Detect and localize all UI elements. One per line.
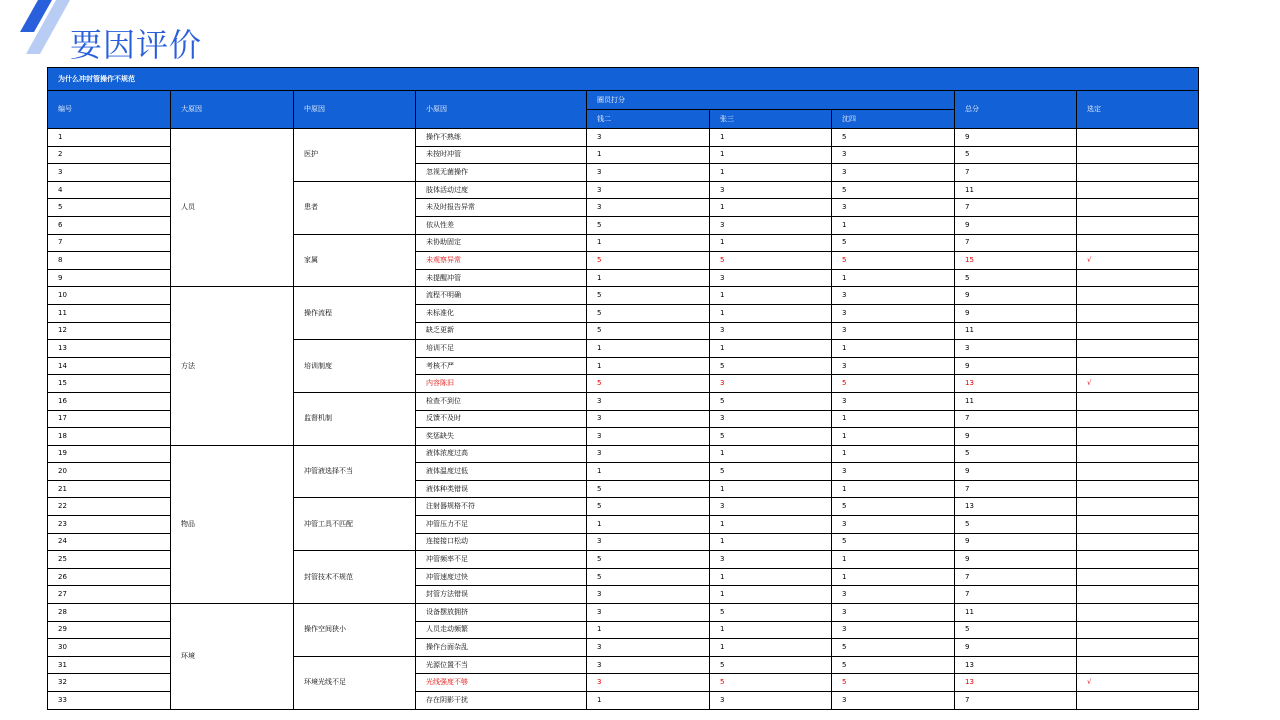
header-big-cause: 大原因	[171, 91, 294, 129]
cell-score-member-1: 5	[587, 252, 710, 270]
cell-total: 13	[955, 498, 1077, 516]
cell-score-member-3: 1	[832, 428, 955, 446]
cell-small-cause: 光源位置不当	[416, 656, 587, 674]
cell-score-member-2: 1	[710, 199, 832, 217]
table-row	[48, 445, 1199, 463]
cell-score-member-2: 1	[710, 164, 832, 182]
header-small-cause: 小原因	[416, 91, 587, 129]
cell-score-member-1: 5	[587, 568, 710, 586]
cell-mid-cause: 患者	[294, 181, 416, 234]
cell-score-member-2: 3	[710, 216, 832, 234]
cell-small-cause: 未标准化	[416, 304, 587, 322]
cell-score-member-3: 3	[832, 287, 955, 305]
cell-total: 5	[955, 445, 1077, 463]
cell-select	[1077, 164, 1199, 182]
cell-score-member-3: 3	[832, 621, 955, 639]
cell-total: 9	[955, 551, 1077, 569]
cell-small-cause: 奖惩缺失	[416, 428, 587, 446]
cell-small-cause: 冲管速度过快	[416, 568, 587, 586]
cell-big-cause: 人员	[171, 129, 294, 287]
cell-select	[1077, 656, 1199, 674]
cell-score-member-1: 1	[587, 269, 710, 287]
cell-small-cause: 冲管频率不足	[416, 551, 587, 569]
cell-score-member-2: 3	[710, 322, 832, 340]
cell-score-member-2: 5	[710, 463, 832, 481]
cell-score-member-2: 1	[710, 340, 832, 358]
cell-total: 5	[955, 146, 1077, 164]
cell-select: √	[1077, 674, 1199, 692]
cell-score-member-3: 3	[832, 304, 955, 322]
cell-no: 27	[48, 586, 171, 604]
cell-select	[1077, 621, 1199, 639]
cell-small-cause: 未按时冲管	[416, 146, 587, 164]
cell-score-member-1: 1	[587, 234, 710, 252]
cell-no: 15	[48, 375, 171, 393]
cell-small-cause: 反馈不及时	[416, 410, 587, 428]
cell-select	[1077, 604, 1199, 622]
cell-select	[1077, 304, 1199, 322]
cell-select	[1077, 322, 1199, 340]
cell-score-member-1: 3	[587, 129, 710, 147]
cell-small-cause: 设备摆放拥挤	[416, 604, 587, 622]
header-member-score: 圈员打分	[587, 91, 955, 110]
cell-score-member-3: 3	[832, 357, 955, 375]
cell-score-member-3: 3	[832, 586, 955, 604]
cell-select	[1077, 129, 1199, 147]
cell-score-member-2: 5	[710, 604, 832, 622]
cell-score-member-2: 1	[710, 234, 832, 252]
cell-small-cause: 液体种类错误	[416, 480, 587, 498]
cell-mid-cause: 封管技术不规范	[294, 551, 416, 604]
cell-score-member-1: 3	[587, 164, 710, 182]
cell-score-member-2: 5	[710, 428, 832, 446]
cell-score-member-2: 1	[710, 621, 832, 639]
cell-total: 7	[955, 568, 1077, 586]
cell-score-member-2: 1	[710, 639, 832, 657]
cell-select	[1077, 586, 1199, 604]
table-body	[48, 129, 1199, 710]
cell-small-cause: 内容陈旧	[416, 375, 587, 393]
cell-total: 5	[955, 516, 1077, 534]
cell-select	[1077, 340, 1199, 358]
cell-no: 8	[48, 252, 171, 270]
header-member-2: 张三	[710, 110, 832, 129]
cell-total: 9	[955, 216, 1077, 234]
cell-select: √	[1077, 375, 1199, 393]
cell-no: 1	[48, 129, 171, 147]
cell-small-cause: 存在阴影干扰	[416, 692, 587, 710]
cell-score-member-2: 3	[710, 551, 832, 569]
cell-score-member-1: 5	[587, 480, 710, 498]
cell-total: 7	[955, 164, 1077, 182]
cell-no: 9	[48, 269, 171, 287]
cell-mid-cause: 环境光线不足	[294, 656, 416, 709]
cell-small-cause: 未提醒冲管	[416, 269, 587, 287]
table-row	[48, 604, 1199, 622]
cell-score-member-2: 1	[710, 480, 832, 498]
cell-score-member-2: 3	[710, 375, 832, 393]
cell-small-cause: 考核不严	[416, 357, 587, 375]
cell-small-cause: 依从性差	[416, 216, 587, 234]
cell-score-member-1: 5	[587, 216, 710, 234]
cell-small-cause: 液体温度过低	[416, 463, 587, 481]
cell-no: 18	[48, 428, 171, 446]
cell-mid-cause: 医护	[294, 129, 416, 182]
cell-total: 13	[955, 674, 1077, 692]
cell-mid-cause: 操作流程	[294, 287, 416, 340]
cell-score-member-1: 5	[587, 304, 710, 322]
table-row	[48, 287, 1199, 305]
cell-total: 9	[955, 639, 1077, 657]
cell-small-cause: 检查不到位	[416, 392, 587, 410]
cell-score-member-1: 1	[587, 463, 710, 481]
cell-score-member-3: 5	[832, 674, 955, 692]
cell-score-member-1: 3	[587, 674, 710, 692]
cell-no: 14	[48, 357, 171, 375]
cell-no: 13	[48, 340, 171, 358]
cell-total: 9	[955, 287, 1077, 305]
cell-score-member-1: 3	[587, 199, 710, 217]
cell-mid-cause: 操作空间狭小	[294, 604, 416, 657]
cell-score-member-3: 1	[832, 216, 955, 234]
cell-small-cause: 液体浓度过高	[416, 445, 587, 463]
cell-score-member-3: 5	[832, 498, 955, 516]
cell-no: 11	[48, 304, 171, 322]
header-mid-cause: 中原因	[294, 91, 416, 129]
cell-score-member-3: 5	[832, 129, 955, 147]
cell-score-member-3: 3	[832, 322, 955, 340]
cell-select	[1077, 480, 1199, 498]
cell-select	[1077, 428, 1199, 446]
cell-score-member-1: 5	[587, 551, 710, 569]
cell-score-member-1: 3	[587, 656, 710, 674]
cell-score-member-3: 5	[832, 533, 955, 551]
cell-small-cause: 肢体活动过度	[416, 181, 587, 199]
cell-no: 17	[48, 410, 171, 428]
cell-score-member-2: 5	[710, 392, 832, 410]
cell-no: 2	[48, 146, 171, 164]
cell-score-member-1: 1	[587, 516, 710, 534]
header-no: 编号	[48, 91, 171, 129]
cell-score-member-3: 3	[832, 604, 955, 622]
cell-total: 11	[955, 392, 1077, 410]
cell-score-member-2: 3	[710, 410, 832, 428]
cell-select	[1077, 516, 1199, 534]
cell-total: 15	[955, 252, 1077, 270]
cell-total: 7	[955, 199, 1077, 217]
cell-total: 13	[955, 375, 1077, 393]
cell-total: 3	[955, 340, 1077, 358]
cell-total: 7	[955, 480, 1077, 498]
cell-score-member-1: 5	[587, 322, 710, 340]
cell-score-member-3: 1	[832, 568, 955, 586]
cell-no: 28	[48, 604, 171, 622]
cell-no: 6	[48, 216, 171, 234]
cell-score-member-2: 5	[710, 674, 832, 692]
cell-score-member-3: 3	[832, 463, 955, 481]
cell-select	[1077, 463, 1199, 481]
cell-big-cause: 环境	[171, 604, 294, 710]
cell-score-member-1: 3	[587, 392, 710, 410]
cell-small-cause: 操作台面杂乱	[416, 639, 587, 657]
cell-score-member-2: 5	[710, 252, 832, 270]
cell-score-member-1: 5	[587, 498, 710, 516]
cell-small-cause: 未观察异常	[416, 252, 587, 270]
cell-total: 7	[955, 586, 1077, 604]
cell-select	[1077, 287, 1199, 305]
header-member-3: 沈四	[832, 110, 955, 129]
cell-select	[1077, 551, 1199, 569]
cell-select	[1077, 269, 1199, 287]
cell-total: 5	[955, 269, 1077, 287]
cell-big-cause: 方法	[171, 287, 294, 445]
cell-select	[1077, 234, 1199, 252]
cell-select	[1077, 199, 1199, 217]
cell-score-member-3: 1	[832, 340, 955, 358]
cell-small-cause: 封管方法错误	[416, 586, 587, 604]
cell-score-member-1: 1	[587, 621, 710, 639]
cell-score-member-2: 1	[710, 568, 832, 586]
cell-score-member-3: 3	[832, 146, 955, 164]
cell-score-member-3: 1	[832, 269, 955, 287]
table-row	[48, 129, 1199, 147]
cell-total: 9	[955, 463, 1077, 481]
cell-select	[1077, 146, 1199, 164]
cell-score-member-1: 5	[587, 375, 710, 393]
cell-select	[1077, 357, 1199, 375]
cell-score-member-3: 1	[832, 551, 955, 569]
cell-score-member-1: 1	[587, 692, 710, 710]
cell-score-member-2: 1	[710, 304, 832, 322]
cell-score-member-2: 1	[710, 129, 832, 147]
cell-no: 30	[48, 639, 171, 657]
header-total: 总分	[955, 91, 1077, 129]
cell-score-member-3: 5	[832, 181, 955, 199]
cell-small-cause: 缺乏更新	[416, 322, 587, 340]
cell-score-member-3: 5	[832, 656, 955, 674]
cell-score-member-2: 1	[710, 516, 832, 534]
cell-total: 7	[955, 410, 1077, 428]
cell-select	[1077, 181, 1199, 199]
header-select: 选定	[1077, 91, 1199, 129]
cell-total: 7	[955, 234, 1077, 252]
cell-no: 24	[48, 533, 171, 551]
page-title: 要因评价	[70, 26, 203, 64]
cell-score-member-2: 1	[710, 287, 832, 305]
cell-small-cause: 未协助固定	[416, 234, 587, 252]
cell-score-member-1: 5	[587, 287, 710, 305]
cell-small-cause: 操作不熟练	[416, 129, 587, 147]
cell-score-member-2: 1	[710, 146, 832, 164]
cell-mid-cause: 监督机制	[294, 392, 416, 445]
cell-select	[1077, 639, 1199, 657]
cell-small-cause: 注射器规格不符	[416, 498, 587, 516]
cell-select	[1077, 533, 1199, 551]
cell-no: 3	[48, 164, 171, 182]
cell-no: 19	[48, 445, 171, 463]
cell-small-cause: 流程不明确	[416, 287, 587, 305]
cell-score-member-3: 1	[832, 445, 955, 463]
cell-select	[1077, 216, 1199, 234]
cell-mid-cause: 冲管工具不匹配	[294, 498, 416, 551]
cell-no: 23	[48, 516, 171, 534]
cell-score-member-2: 3	[710, 692, 832, 710]
cell-score-member-2: 1	[710, 445, 832, 463]
cell-select: √	[1077, 252, 1199, 270]
header-member-1: 钱二	[587, 110, 710, 129]
cell-total: 11	[955, 604, 1077, 622]
cell-score-member-3: 3	[832, 164, 955, 182]
cell-select	[1077, 498, 1199, 516]
cell-total: 9	[955, 304, 1077, 322]
cell-total: 9	[955, 533, 1077, 551]
cell-no: 29	[48, 621, 171, 639]
cell-small-cause: 未及时报告异常	[416, 199, 587, 217]
cell-score-member-1: 1	[587, 146, 710, 164]
cell-no: 32	[48, 674, 171, 692]
cell-no: 4	[48, 181, 171, 199]
cell-score-member-3: 3	[832, 692, 955, 710]
cell-no: 22	[48, 498, 171, 516]
cell-select	[1077, 568, 1199, 586]
cell-no: 10	[48, 287, 171, 305]
cell-total: 11	[955, 322, 1077, 340]
cell-small-cause: 光线强度不够	[416, 674, 587, 692]
cell-small-cause: 培训不足	[416, 340, 587, 358]
cell-select	[1077, 410, 1199, 428]
cell-total: 11	[955, 181, 1077, 199]
cell-mid-cause: 家属	[294, 234, 416, 287]
cell-score-member-3: 5	[832, 234, 955, 252]
cell-total: 9	[955, 129, 1077, 147]
cell-small-cause: 冲管压力不足	[416, 516, 587, 534]
cell-score-member-1: 3	[587, 586, 710, 604]
cell-score-member-2: 3	[710, 498, 832, 516]
cell-score-member-3: 1	[832, 480, 955, 498]
cell-mid-cause: 冲管液选择不当	[294, 445, 416, 498]
cell-no: 16	[48, 392, 171, 410]
cell-score-member-1: 3	[587, 410, 710, 428]
cell-score-member-2: 3	[710, 269, 832, 287]
cell-score-member-3: 5	[832, 639, 955, 657]
cell-score-member-1: 3	[587, 181, 710, 199]
cell-no: 21	[48, 480, 171, 498]
cell-score-member-2: 1	[710, 586, 832, 604]
cell-select	[1077, 445, 1199, 463]
cell-score-member-3: 5	[832, 252, 955, 270]
cell-score-member-3: 3	[832, 392, 955, 410]
cell-score-member-1: 3	[587, 639, 710, 657]
factor-evaluation-table	[47, 67, 1199, 710]
cell-small-cause: 连接接口松动	[416, 533, 587, 551]
cell-total: 7	[955, 692, 1077, 710]
cell-score-member-2: 5	[710, 357, 832, 375]
cell-score-member-1: 3	[587, 533, 710, 551]
cell-no: 26	[48, 568, 171, 586]
cell-score-member-1: 3	[587, 604, 710, 622]
cell-select	[1077, 392, 1199, 410]
cell-total: 13	[955, 656, 1077, 674]
cell-score-member-3: 1	[832, 410, 955, 428]
cell-total: 5	[955, 621, 1077, 639]
cell-score-member-2: 3	[710, 181, 832, 199]
cell-score-member-3: 5	[832, 375, 955, 393]
cell-total: 9	[955, 357, 1077, 375]
cell-score-member-2: 1	[710, 533, 832, 551]
cell-small-cause: 忽视无菌操作	[416, 164, 587, 182]
cell-no: 7	[48, 234, 171, 252]
cell-no: 20	[48, 463, 171, 481]
cell-no: 12	[48, 322, 171, 340]
cell-no: 31	[48, 656, 171, 674]
cell-score-member-1: 3	[587, 428, 710, 446]
cell-no: 5	[48, 199, 171, 217]
cell-big-cause: 物品	[171, 445, 294, 603]
cell-score-member-1: 1	[587, 340, 710, 358]
cell-no: 33	[48, 692, 171, 710]
cell-small-cause: 人员走动频繁	[416, 621, 587, 639]
cell-score-member-3: 3	[832, 199, 955, 217]
cell-select	[1077, 692, 1199, 710]
cell-score-member-1: 1	[587, 357, 710, 375]
cell-score-member-1: 3	[587, 445, 710, 463]
cell-score-member-2: 5	[710, 656, 832, 674]
cell-mid-cause: 培训制度	[294, 340, 416, 393]
table-caption: 为什么冲封管操作不规范	[48, 68, 1199, 91]
cell-no: 25	[48, 551, 171, 569]
cell-total: 9	[955, 428, 1077, 446]
cell-score-member-3: 3	[832, 516, 955, 534]
